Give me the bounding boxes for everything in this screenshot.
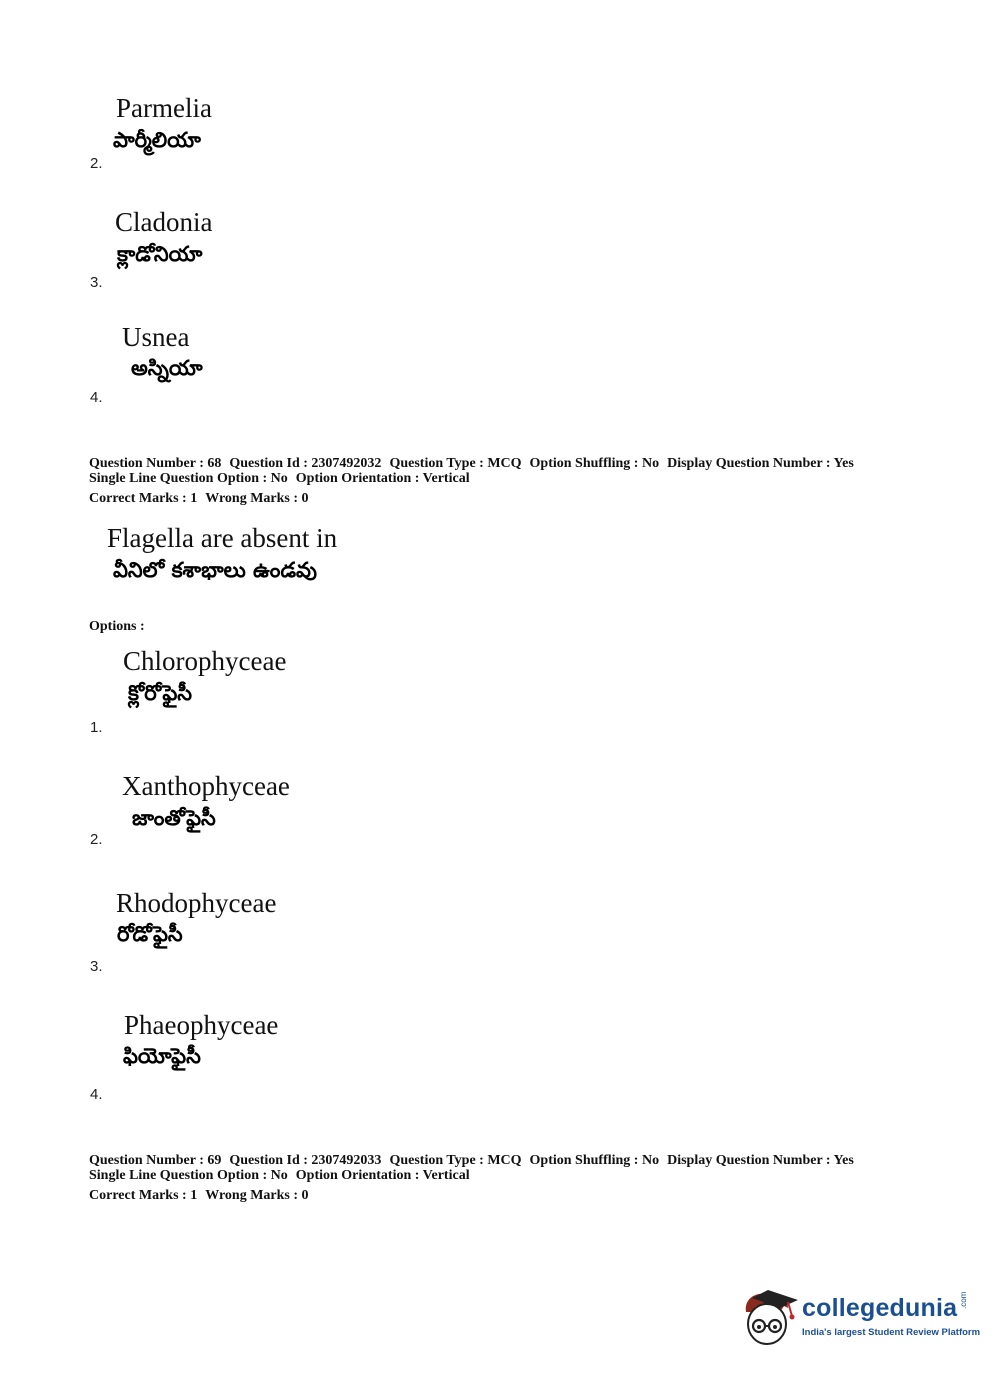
- q68-single-line-option: Single Line Question Option : No: [89, 471, 288, 486]
- collegedunia-watermark: [740, 1282, 980, 1352]
- q68-option-2-telugu: జాంతోఫైసీ: [132, 806, 216, 830]
- q69-question-id: Question Id : 2307492033: [229, 1153, 382, 1168]
- q69-meta-line2: [89, 1168, 470, 1183]
- q69-single-line-option: Single Line Question Option : No: [89, 1168, 288, 1183]
- q68-option-4-telugu: ఫియోఫైసీ: [123, 1044, 201, 1068]
- option-4-number: 4.: [90, 389, 103, 406]
- option-4-telugu: అస్నియా: [131, 356, 203, 380]
- brand-dotcom: .com: [959, 1291, 968, 1309]
- option-2-english: Parmelia: [116, 93, 212, 123]
- option-2-number: 2.: [90, 155, 103, 172]
- q68-option-4-number: 4.: [90, 1086, 103, 1103]
- q68-question-english: Flagella are absent in: [107, 523, 338, 553]
- q68-display-question-number: Display Question Number : Yes: [667, 456, 854, 471]
- q69-display-question-number: Display Question Number : Yes: [667, 1153, 854, 1168]
- q68-question-id: Question Id : 2307492032: [229, 456, 382, 471]
- q68-wrong-marks: Wrong Marks : 0: [205, 491, 309, 506]
- q68-options-label: Options :: [89, 619, 145, 634]
- option-3-number: 3.: [90, 274, 103, 291]
- q68-option-orientation: Option Orientation : Vertical: [295, 471, 470, 486]
- q69-question-number: Question Number : 69: [89, 1153, 222, 1168]
- mascot-graduation-cap-icon: [740, 1282, 802, 1350]
- q68-meta-line3: [89, 491, 309, 506]
- q68-option-1-english: Chlorophyceae: [123, 646, 287, 676]
- brand-tagline: India's largest Student Review Platform: [802, 1327, 981, 1338]
- brand-wordmark: collegedunia: [802, 1294, 958, 1322]
- q69-meta-line1: [89, 1153, 854, 1168]
- q68-option-3-number: 3.: [90, 958, 103, 975]
- q68-option-2-number: 2.: [90, 831, 103, 848]
- q68-question-telugu: వీనిలో కశాభాలు ఉండవు: [113, 558, 317, 582]
- q68-question-number: Question Number : 68: [89, 456, 222, 471]
- q68-option-1-telugu: క్లోరోఫైసీ: [128, 681, 192, 705]
- q68-option-shuffling: Option Shuffling : No: [529, 456, 660, 471]
- option-2-telugu: పార్మీలియా: [113, 128, 201, 152]
- q68-correct-marks: Correct Marks : 1: [89, 491, 198, 506]
- q68-meta-line2: [89, 471, 470, 486]
- option-3-telugu: క్లాడోనియా: [117, 242, 203, 266]
- q69-meta-line3: [89, 1188, 309, 1203]
- q68-option-4-english: Phaeophyceae: [124, 1010, 279, 1040]
- q69-question-type: Question Type : MCQ: [389, 1153, 522, 1168]
- option-3-english: Cladonia: [115, 207, 213, 237]
- q69-correct-marks: Correct Marks : 1: [89, 1188, 198, 1203]
- q69-option-shuffling: Option Shuffling : No: [529, 1153, 660, 1168]
- q68-question-type: Question Type : MCQ: [389, 456, 522, 471]
- option-4-english: Usnea: [122, 322, 190, 352]
- q68-option-2-english: Xanthophyceae: [122, 771, 290, 801]
- q68-option-3-english: Rhodophyceae: [116, 888, 277, 918]
- q68-meta-line1: [89, 456, 854, 471]
- q68-option-1-number: 1.: [90, 719, 103, 736]
- q69-option-orientation: Option Orientation : Vertical: [295, 1168, 470, 1183]
- q69-wrong-marks: Wrong Marks : 0: [205, 1188, 309, 1203]
- q68-option-3-telugu: రోడోఫైసీ: [117, 922, 183, 946]
